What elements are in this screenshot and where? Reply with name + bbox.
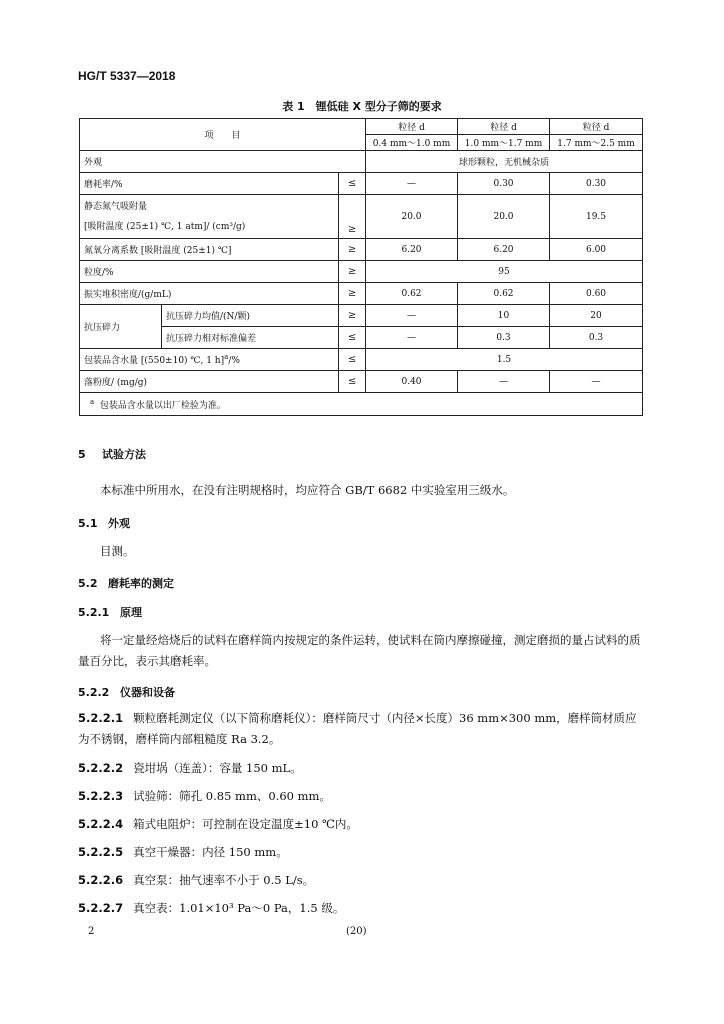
item-number: 5.2.2.5 — [78, 845, 124, 859]
crush-rsd-v3: 0.3 — [550, 327, 643, 349]
section-number: 5.1 — [78, 517, 98, 530]
item-number: 5.2.2.6 — [78, 873, 124, 887]
water-footnote-mark: a — [224, 353, 229, 361]
item-number: 5.2.2.7 — [78, 901, 124, 915]
n2-v3: 19.5 — [550, 195, 643, 239]
page-number: 2 — [88, 926, 95, 937]
dust-label: 落粉度/ (mg/g) — [80, 371, 339, 393]
crush-label: 抗压碎力 — [80, 305, 162, 349]
wear-label: 磨耗率/% — [80, 173, 339, 195]
equipment-item — [78, 758, 644, 779]
section-title: 仪器和设备 — [120, 686, 175, 699]
density-v3: 0.60 — [550, 283, 643, 305]
item-text: 真空表：1.01×10³ Pa～0 Pa，1.5 级。 — [133, 901, 345, 915]
appearance-label: 外观 — [80, 151, 366, 173]
crush-mean-label: 抗压碎力均值/(N/颗) — [162, 305, 339, 327]
header-col3-range: 1.7 mm～2.5 mm — [550, 135, 643, 151]
section-number: 5.2.2 — [78, 686, 110, 699]
wear-symbol: ≤ — [339, 173, 366, 195]
density-v2: 0.62 — [458, 283, 550, 305]
n2-symbol: ≥ — [339, 195, 366, 239]
item-number: 5.2.2.3 — [78, 789, 124, 803]
n2-v2: 20.0 — [458, 195, 550, 239]
size-value: 95 — [366, 261, 643, 283]
dust-v3: — — [550, 371, 643, 393]
table-row — [80, 371, 643, 393]
crush-mean-v3: 20 — [550, 305, 643, 327]
section-5-intro: 本标准中所用水，在没有注明规格时，均应符合 GB/T 6682 中实验室用三级水。 — [100, 483, 515, 497]
crush-rsd-v2: 0.3 — [458, 327, 550, 349]
table-footnote — [80, 393, 643, 416]
density-symbol: ≥ — [339, 283, 366, 305]
equipment-item — [78, 898, 644, 919]
equipment-item — [78, 870, 644, 891]
item-text: 箱式电阻炉：可控制在设定温度±10 ℃内。 — [133, 817, 358, 831]
water-value: 1.5 — [366, 349, 643, 371]
section-number: 5 — [78, 448, 86, 461]
header-col3-top: 粒径 d — [550, 119, 643, 135]
size-label: 粒度/% — [80, 261, 339, 283]
crush-rsd-v1: — — [366, 327, 458, 349]
sep-v3: 6.00 — [550, 239, 643, 261]
size-symbol: ≥ — [339, 261, 366, 283]
item-text: 真空干燥器：内径 150 mm。 — [133, 845, 288, 859]
section-title: 外观 — [108, 517, 130, 530]
section-5-2-1-heading — [78, 604, 142, 620]
item-number: 5.2.2.2 — [78, 761, 124, 775]
section-title: 试验方法 — [102, 448, 146, 461]
item-text: 试验筛：筛孔 0.85 mm、0.60 mm。 — [133, 789, 331, 803]
equipment-item — [78, 842, 644, 863]
item-text: 颗粒磨耗测定仪（以下简称磨耗仪）：磨样筒尺寸（内径×长度）36 mm×300 mm，磨样筒材质应为不锈钢，磨样筒内部粗糙度 Ra 3.2。 — [78, 711, 637, 746]
sep-symbol: ≥ — [339, 239, 366, 261]
section-number: 5.2 — [78, 577, 98, 590]
section-number: 5.2.1 — [78, 606, 110, 619]
item-number: 5.2.2.1 — [78, 711, 124, 725]
section-5-1-text: 目测。 — [100, 544, 135, 558]
water-symbol: ≤ — [339, 349, 366, 371]
crush-mean-v1: — — [366, 305, 458, 327]
n2-label-line2: [吸附温度 (25±1) ℃, 1 atm]/ (cm³/g) — [84, 221, 246, 232]
water-label-text: 包装品含水量 [(550±10) ℃, 1 h] — [84, 356, 225, 366]
section-5-heading — [78, 446, 146, 462]
table-row — [80, 239, 643, 261]
table-row — [80, 327, 643, 349]
header-item: 项 目 — [80, 119, 366, 151]
page-sequence: (20) — [346, 926, 367, 937]
section-5-2-2-heading — [78, 684, 175, 700]
section-5-1-heading — [78, 515, 130, 531]
appearance-value: 球形颗粒，无机械杂质 — [366, 151, 643, 173]
water-label — [80, 349, 339, 371]
table-caption: 表 1 锂低硅 X 型分子筛的要求 — [282, 100, 442, 113]
requirements-table — [79, 118, 643, 416]
footnote-mark: a — [90, 397, 95, 406]
header-col1-range: 0.4 mm～1.0 mm — [366, 135, 458, 151]
table-note-row — [80, 393, 643, 416]
crush-rsd-symbol: ≤ — [339, 327, 366, 349]
section-5-2-1-text: 将一定量经焙烧后的试料在磨样筒内按规定的条件运转，使试料在筒内摩擦碰撞，测定磨损的量占试料的质量百分比，表示其磨耗率。 — [78, 633, 641, 668]
crush-mean-symbol: ≥ — [339, 305, 366, 327]
item-number: 5.2.2.4 — [78, 817, 124, 831]
item-text: 真空泵：抽气速率不小于 0.5 L/s。 — [133, 873, 315, 887]
header-col2-range: 1.0 mm～1.7 mm — [458, 135, 550, 151]
table-row — [80, 195, 643, 239]
table-row — [80, 173, 643, 195]
wear-v3: 0.30 — [550, 173, 643, 195]
sep-v1: 6.20 — [366, 239, 458, 261]
n2-label — [80, 195, 339, 239]
water-label-suffix: /% — [228, 356, 240, 366]
section-5-2-heading — [78, 575, 174, 591]
equipment-item — [78, 786, 644, 807]
wear-v2: 0.30 — [458, 173, 550, 195]
sep-label: 氮氧分离系数 [吸附温度 (25±1) ℃] — [80, 239, 339, 261]
table-row — [80, 283, 643, 305]
header-col2-top: 粒径 d — [458, 119, 550, 135]
footnote-text: 包装品含水量以出厂检验为准。 — [99, 400, 226, 411]
n2-v1: 20.0 — [366, 195, 458, 239]
section-title: 原理 — [120, 606, 142, 619]
dust-v2: — — [458, 371, 550, 393]
dust-symbol: ≤ — [339, 371, 366, 393]
table-row — [80, 349, 643, 371]
n2-label-line1: 静态氮气吸附量 — [84, 201, 148, 212]
dust-v1: 0.40 — [366, 371, 458, 393]
equipment-item — [78, 708, 644, 750]
table-row — [80, 151, 643, 173]
header-col1-top: 粒径 d — [366, 119, 458, 135]
table-header-row — [80, 119, 643, 135]
sep-v2: 6.20 — [458, 239, 550, 261]
section-title: 磨耗率的测定 — [108, 577, 174, 590]
table-row — [80, 305, 643, 327]
crush-mean-v2: 10 — [458, 305, 550, 327]
table-row — [80, 261, 643, 283]
standard-number: HG/T 5337—2018 — [78, 69, 176, 83]
density-v1: 0.62 — [366, 283, 458, 305]
wear-v1: — — [366, 173, 458, 195]
density-label: 振实堆积密度/(g/mL) — [80, 283, 339, 305]
equipment-item — [78, 814, 644, 835]
crush-rsd-label: 抗压碎力相对标准偏差 — [162, 327, 339, 349]
item-text: 瓷坩埚（连盖）：容量 150 mL。 — [133, 761, 302, 775]
